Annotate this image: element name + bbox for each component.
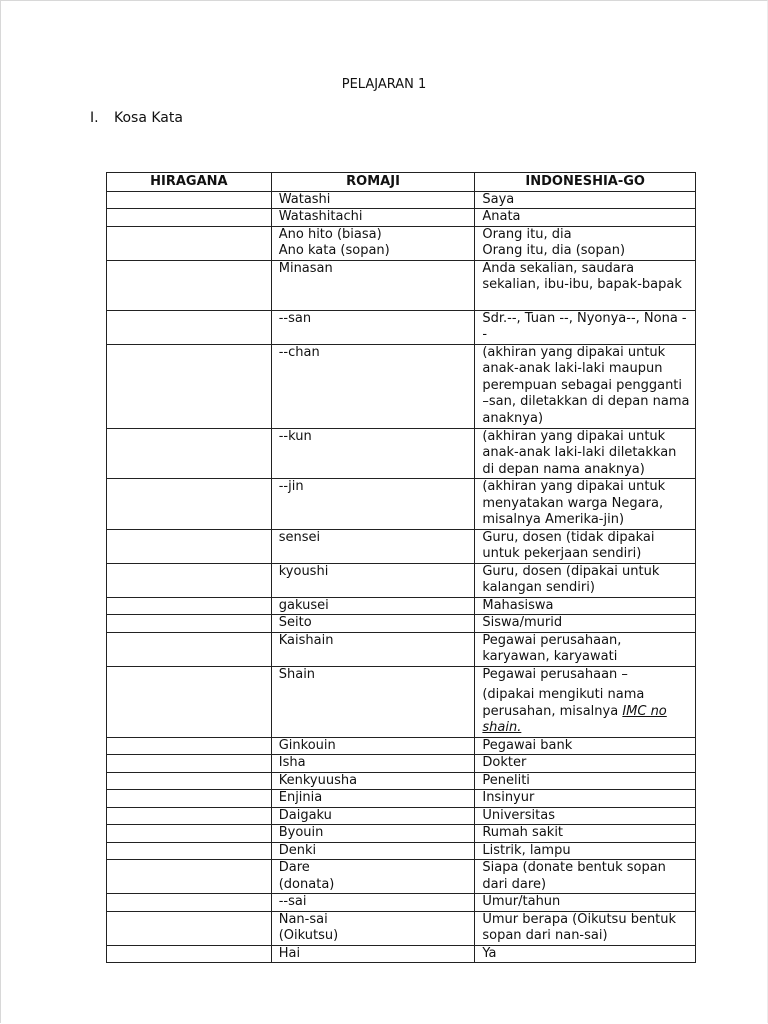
vocabulary-table [106,172,696,963]
table-row [107,310,696,344]
table-row [107,597,696,615]
cell-romaji: Ginkouin [271,737,475,755]
cell-hiragana [107,344,272,428]
cell-hiragana [107,772,272,790]
cell-hiragana [107,209,272,227]
cell-indonesia: Saya [475,191,696,209]
cell-romaji: Shain [271,666,475,737]
cell-romaji: --jin [271,479,475,530]
note-text: (dipakai mengikuti nama perusahan, misalnya [482,687,645,719]
header-hiragana: HIRAGANA [107,173,272,192]
table-row [107,226,696,260]
table-header-row [107,173,696,192]
cell-hiragana [107,310,272,344]
cell-indonesia: Ya [475,945,696,963]
cell-indonesia: Listrik, lampu [475,842,696,860]
cell-indonesia: Anda sekalian, saudara sekalian, ibu-ibu, bapak-bapak [475,260,696,310]
cell-hiragana [107,191,272,209]
table-row [107,479,696,530]
table-row [107,790,696,808]
cell-indonesia: Peneliti [475,772,696,790]
cell-romaji: Denki [271,842,475,860]
cell-romaji: Dare (donata) [271,860,475,894]
cell-hiragana [107,597,272,615]
table-row [107,615,696,633]
cell-indonesia: (akhiran yang dipakai untuk anak-anak laki-laki diletakkan di depan nama anaknya) [475,428,696,479]
header-indonesia: INDONESHIA-GO [475,173,696,192]
table-row [107,807,696,825]
table-row [107,825,696,843]
cell-romaji: Watashi [271,191,475,209]
cell-indonesia: Universitas [475,807,696,825]
cell-romaji: Hai [271,945,475,963]
cell-hiragana [107,479,272,530]
cell-hiragana [107,755,272,773]
cell-indonesia: Mahasiswa [475,597,696,615]
table-row [107,945,696,963]
cell-indonesia: Siapa (donate bentuk sopan dari dare) [475,860,696,894]
table-row [107,632,696,666]
cell-hiragana [107,226,272,260]
table-row [107,911,696,945]
cell-romaji: Enjinia [271,790,475,808]
page-title: PELAJARAN 1 [341,77,427,92]
cell-hiragana [107,615,272,633]
table-row [107,772,696,790]
cell-indonesia: Dokter [475,755,696,773]
cell-romaji: Watashitachi [271,209,475,227]
note-example: IMC no shain. [482,703,667,735]
cell-hiragana [107,529,272,563]
cell-indonesia: Pegawai perusahaan, karyawan, karyawati [475,632,696,666]
cell-indonesia: Insinyur [475,790,696,808]
cell-hiragana [107,860,272,894]
cell-hiragana [107,666,272,737]
table-row [107,428,696,479]
section-heading [90,110,183,126]
cell-indonesia: Umur/tahun [475,894,696,912]
cell-hiragana [107,842,272,860]
cell-indonesia-note [482,687,691,737]
cell-indonesia: Anata [475,209,696,227]
cell-hiragana [107,945,272,963]
cell-romaji: Kenkyuusha [271,772,475,790]
table-row [107,529,696,563]
cell-indonesia: Umur berapa (Oikutsu bentuk sopan dari nan-sai) [475,911,696,945]
cell-hiragana [107,632,272,666]
cell-indonesia: Siswa/murid [475,615,696,633]
table-row [107,344,696,428]
cell-hiragana [107,911,272,945]
cell-romaji: --chan [271,344,475,428]
cell-hiragana [107,260,272,310]
cell-hiragana [107,790,272,808]
cell-indonesia [475,666,696,737]
cell-indonesia: Pegawai bank [475,737,696,755]
section-number: I. [90,110,99,126]
table-row [107,563,696,597]
cell-romaji: Isha [271,755,475,773]
cell-indonesia: (akhiran yang dipakai untuk anak-anak laki-laki maupun perempuan sebagai pengganti –san, diletakkan di depan nama anaknya) [475,344,696,428]
cell-romaji: Kaishain [271,632,475,666]
table-row [107,842,696,860]
cell-romaji: --san [271,310,475,344]
table-row [107,860,696,894]
cell-indonesia: Rumah sakit [475,825,696,843]
cell-hiragana [107,825,272,843]
cell-romaji: sensei [271,529,475,563]
table-row [107,191,696,209]
cell-romaji: Daigaku [271,807,475,825]
cell-hiragana [107,737,272,755]
table-row [107,260,696,310]
cell-romaji: Seito [271,615,475,633]
cell-romaji: kyoushi [271,563,475,597]
table-row [107,209,696,227]
cell-romaji: Ano hito (biasa) Ano kata (sopan) [271,226,475,260]
header-romaji: ROMAJI [271,173,475,192]
cell-hiragana [107,428,272,479]
cell-hiragana [107,807,272,825]
cell-indonesia: Sdr.--, Tuan --, Nyonya--, Nona -- [475,310,696,344]
cell-indonesia: Guru, dosen (dipakai untuk kalangan sendiri) [475,563,696,597]
cell-romaji: Minasan [271,260,475,310]
cell-indonesia: Orang itu, dia Orang itu, dia (sopan) [475,226,696,260]
table-body [107,191,696,963]
cell-indonesia-text: Pegawai perusahaan – [482,666,628,682]
cell-indonesia: Guru, dosen (tidak dipakai untuk pekerjaan sendiri) [475,529,696,563]
cell-romaji: Nan-sai (Oikutsu) [271,911,475,945]
table-row [107,666,696,737]
table-row [107,737,696,755]
cell-romaji: --kun [271,428,475,479]
cell-hiragana [107,563,272,597]
cell-indonesia: (akhiran yang dipakai untuk menyatakan warga Negara, misalnya Amerika-jin) [475,479,696,530]
section-label: Kosa Kata [114,110,183,126]
cell-romaji: Byouin [271,825,475,843]
cell-romaji: gakusei [271,597,475,615]
cell-hiragana [107,894,272,912]
table-row [107,755,696,773]
cell-romaji: --sai [271,894,475,912]
table-row [107,894,696,912]
